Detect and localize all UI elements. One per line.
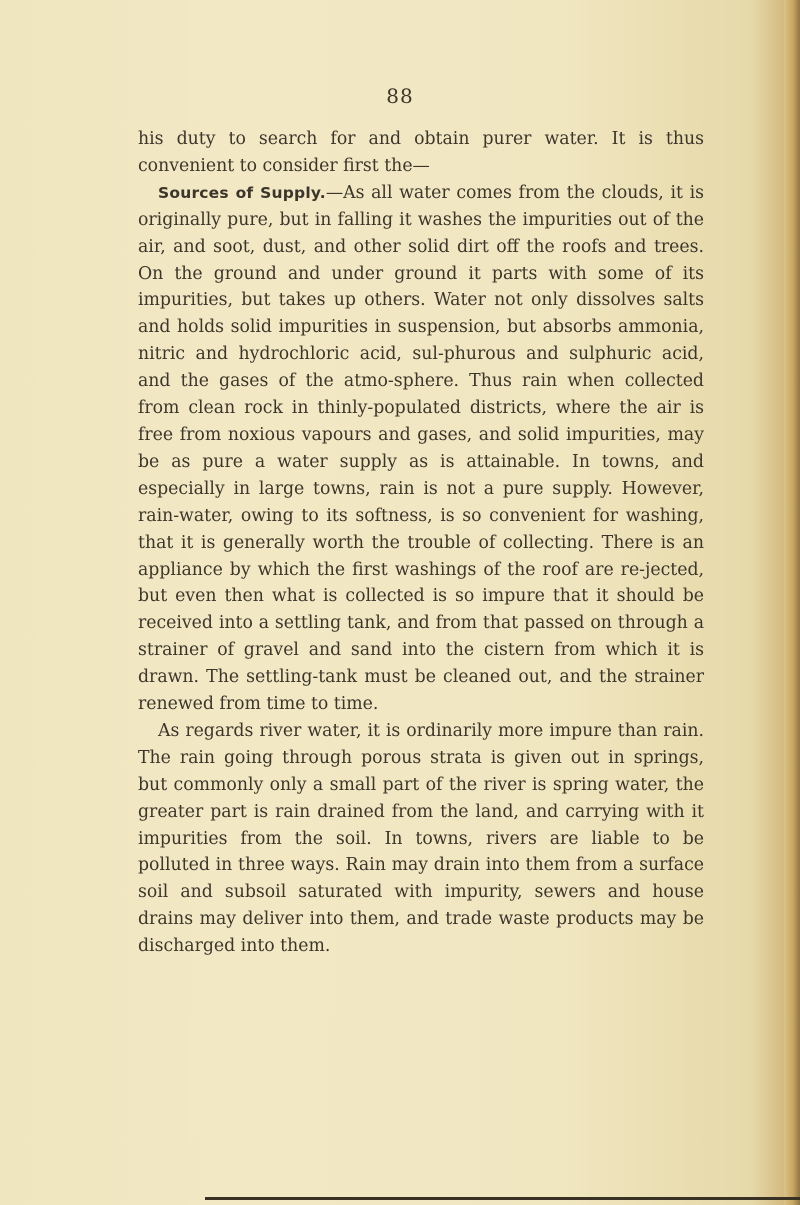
- page-edge-shadow: [784, 0, 800, 1205]
- paragraph-sources-text: —As all water comes from the clouds, it is originally pure, but in falling it washes the impurities out of the air, and soot, dust, and other solid dirt off the roofs and trees. On the ground and under ground it parts with some of its impurities, but takes up others. Water not only dissolves salts and holds solid impurities in suspension, but absorbs ammonia, nitric and hydrochloric acid, sul-phurous and sulphuric acid, and the gases of the atmo-sphere. Thus rain when collected from clean rock in thinly-populated districts, where the air is free from noxious vapours and gases, and solid impurities, may be as pure a water supply as is attainable. In towns, and especially in large towns, rain is not a pure supply. However, rain-water, owing to its softness, is so convenient for washing, that it is generally worth the trouble of collecting. There is an appliance by which the first washings of the roof are re-jected, but even then what is collected is so impure that it should be received into a settling tank, and from that passed on through a strainer of gravel and sand into the cistern from which it is drawn. The settling-tank must be cleaned out, and the strainer renewed from time to time.: [138, 182, 704, 715]
- paragraph-river-water: [138, 718, 704, 960]
- paragraph-river-text: As regards river water, it is ordinarily more impure than rain. The rain going through porous strata is given out in springs, but commonly only a small part of the river is spring water, the greater part is rain drained from the land, and carrying with it impurities from the soil. In towns, rivers are liable to be polluted in three ways. Rain may drain into them from a surface soil and subsoil saturated with impurity, sewers and house drains may deliver into them, and trade waste products may be discharged into them.: [138, 720, 704, 957]
- paragraph-intro: [138, 126, 704, 180]
- paragraph-sources-of-supply: [138, 180, 704, 718]
- body-text: [138, 126, 704, 960]
- bottom-edge-rule: [205, 1197, 800, 1200]
- page-number: 88: [386, 84, 414, 108]
- paragraph-intro-text: his duty to search for and obtain purer water. It is thus convenient to consider first the—: [138, 129, 704, 176]
- section-heading: Sources of Supply.: [158, 183, 326, 202]
